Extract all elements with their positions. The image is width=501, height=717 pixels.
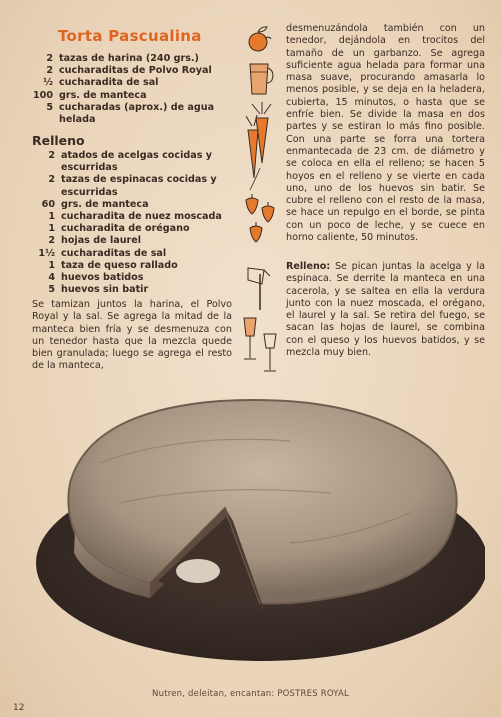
ingredient-quantity: 2 — [48, 174, 55, 186]
filling-method-label: Relleno: — [286, 261, 331, 272]
ingredient-quantity: 2 — [48, 235, 55, 247]
method-paragraph-1: Se tamizan juntos la harina, el Polvo Royal y la sal. Se agrega la mitad de la manteca bien fría y se desmenuza con un tenedor hasta que la mezcla quede bien granulada; luego se agrega el resto de la manteca, — [32, 299, 232, 372]
glass-pitcher-icon — [250, 64, 273, 94]
ingredient-text: grs. de manteca — [59, 89, 147, 101]
ingredient-row — [30, 272, 230, 284]
axe-icon — [248, 268, 270, 310]
ingredient-row — [30, 53, 230, 65]
ingredient-text: cucharaditas de Polvo Royal — [59, 65, 212, 77]
ingredient-text: cucharadita de orégano — [61, 223, 190, 235]
carrots-icon — [246, 102, 271, 190]
ingredient-text: tazas de espinacas cocidas y escurridas — [61, 174, 217, 198]
filling-ingredients-list — [30, 150, 230, 296]
ingredient-row — [30, 174, 230, 198]
ingredient-row — [30, 199, 230, 211]
ingredient-text: taza de queso rallado — [61, 259, 178, 271]
ingredient-quantity: 60 — [41, 198, 55, 210]
ingredient-row — [30, 102, 230, 126]
ingredient-quantity: 4 — [48, 272, 55, 284]
ingredient-row — [30, 260, 230, 272]
ingredient-text: cucharadita de nuez moscada — [61, 211, 222, 223]
egg-in-filling — [176, 559, 220, 583]
ingredient-quantity: 1½ — [38, 247, 55, 259]
ingredient-quantity: 2 — [46, 53, 53, 64]
wine-glasses-icon — [244, 318, 276, 371]
ingredient-row — [30, 235, 230, 247]
ingredient-text: huevos batidos — [61, 272, 144, 284]
decorative-icons-column — [238, 18, 284, 378]
recipe-title: Torta Pascualina — [58, 27, 202, 45]
ingredient-text: cucharadas (aprox.) de agua helada — [59, 101, 215, 126]
ingredient-row — [30, 90, 230, 102]
ingredient-row — [30, 211, 230, 223]
ingredient-row — [30, 65, 230, 77]
strawberries-icon — [246, 194, 274, 242]
ingredient-quantity: ½ — [43, 77, 53, 89]
ingredient-text: grs. de manteca — [61, 198, 149, 210]
ingredient-row — [30, 150, 230, 174]
ingredient-row — [30, 284, 230, 296]
ingredient-quantity: 1 — [48, 211, 55, 223]
ingredient-row — [30, 77, 230, 89]
ingredient-text: cucharadita de sal — [59, 77, 159, 89]
footer-slogan: Nutren, deleitan, encantan: POSTRES ROYAL — [152, 689, 349, 699]
filling-method-text: Se pican juntas la acelga y la espinaca. Se derrite la manteca en una cacerola, y se saltea en ella la verdura junto con la nuez moscada, el orégano, el laurel y la sal. Se retira del fuego, se sacan las hojas de laurel, se combina con el queso y los huevos batidos, y se mezcla muy bien. — [286, 261, 485, 359]
ingredient-text: tazas de harina (240 grs.) — [59, 53, 199, 64]
page-number: 12 — [13, 703, 25, 713]
ingredient-quantity: 100 — [32, 89, 53, 101]
ingredient-quantity: 1 — [48, 259, 55, 271]
dough-ingredients-list — [30, 53, 230, 126]
filling-method-paragraph — [286, 261, 485, 359]
ingredient-text: atados de acelgas cocidas y escurridas — [61, 150, 213, 174]
ingredient-text: huevos sin batir — [61, 284, 149, 296]
ingredient-quantity: 1 — [48, 223, 55, 235]
orange-icon — [249, 27, 271, 51]
ingredient-quantity: 2 — [46, 65, 53, 77]
method-paragraph-2: desmenuzándola también con un tenedor, dejándola en trocitos del tamaño de un garbanzo. Se agrega suficiente agua helada para formar una masa suave, procurando amasarla lo menos posible, y se deja en la heladera, cubierta, 15 minutos, o hasta que se enfríe bien. Se divide la masa en dos partes y se estiran lo más fino posible. Con una parte se forra una tortera enmantecada de 23 cm. de diámetro y se coloca en ella el relleno; se hacen 5 hoyos en el relleno y se vierte en cada uno, uno de los huevos sin batir. Se cubre el relleno con el resto de la masa, se hace un repulgo en el borde, se pinta con un poco de leche, y se cuece en horno caliente, 50 minutos. — [286, 23, 485, 244]
ingredient-quantity: 2 — [48, 150, 55, 161]
ingredient-text: cucharaditas de sal — [61, 247, 167, 259]
torta-photo — [30, 393, 485, 665]
ingredient-row — [30, 248, 230, 260]
ingredient-row — [30, 223, 230, 235]
ingredient-quantity: 5 — [46, 101, 53, 113]
ingredient-text: hojas de laurel — [61, 235, 142, 247]
filling-heading: Relleno — [32, 133, 85, 148]
ingredient-quantity: 5 — [48, 284, 55, 296]
